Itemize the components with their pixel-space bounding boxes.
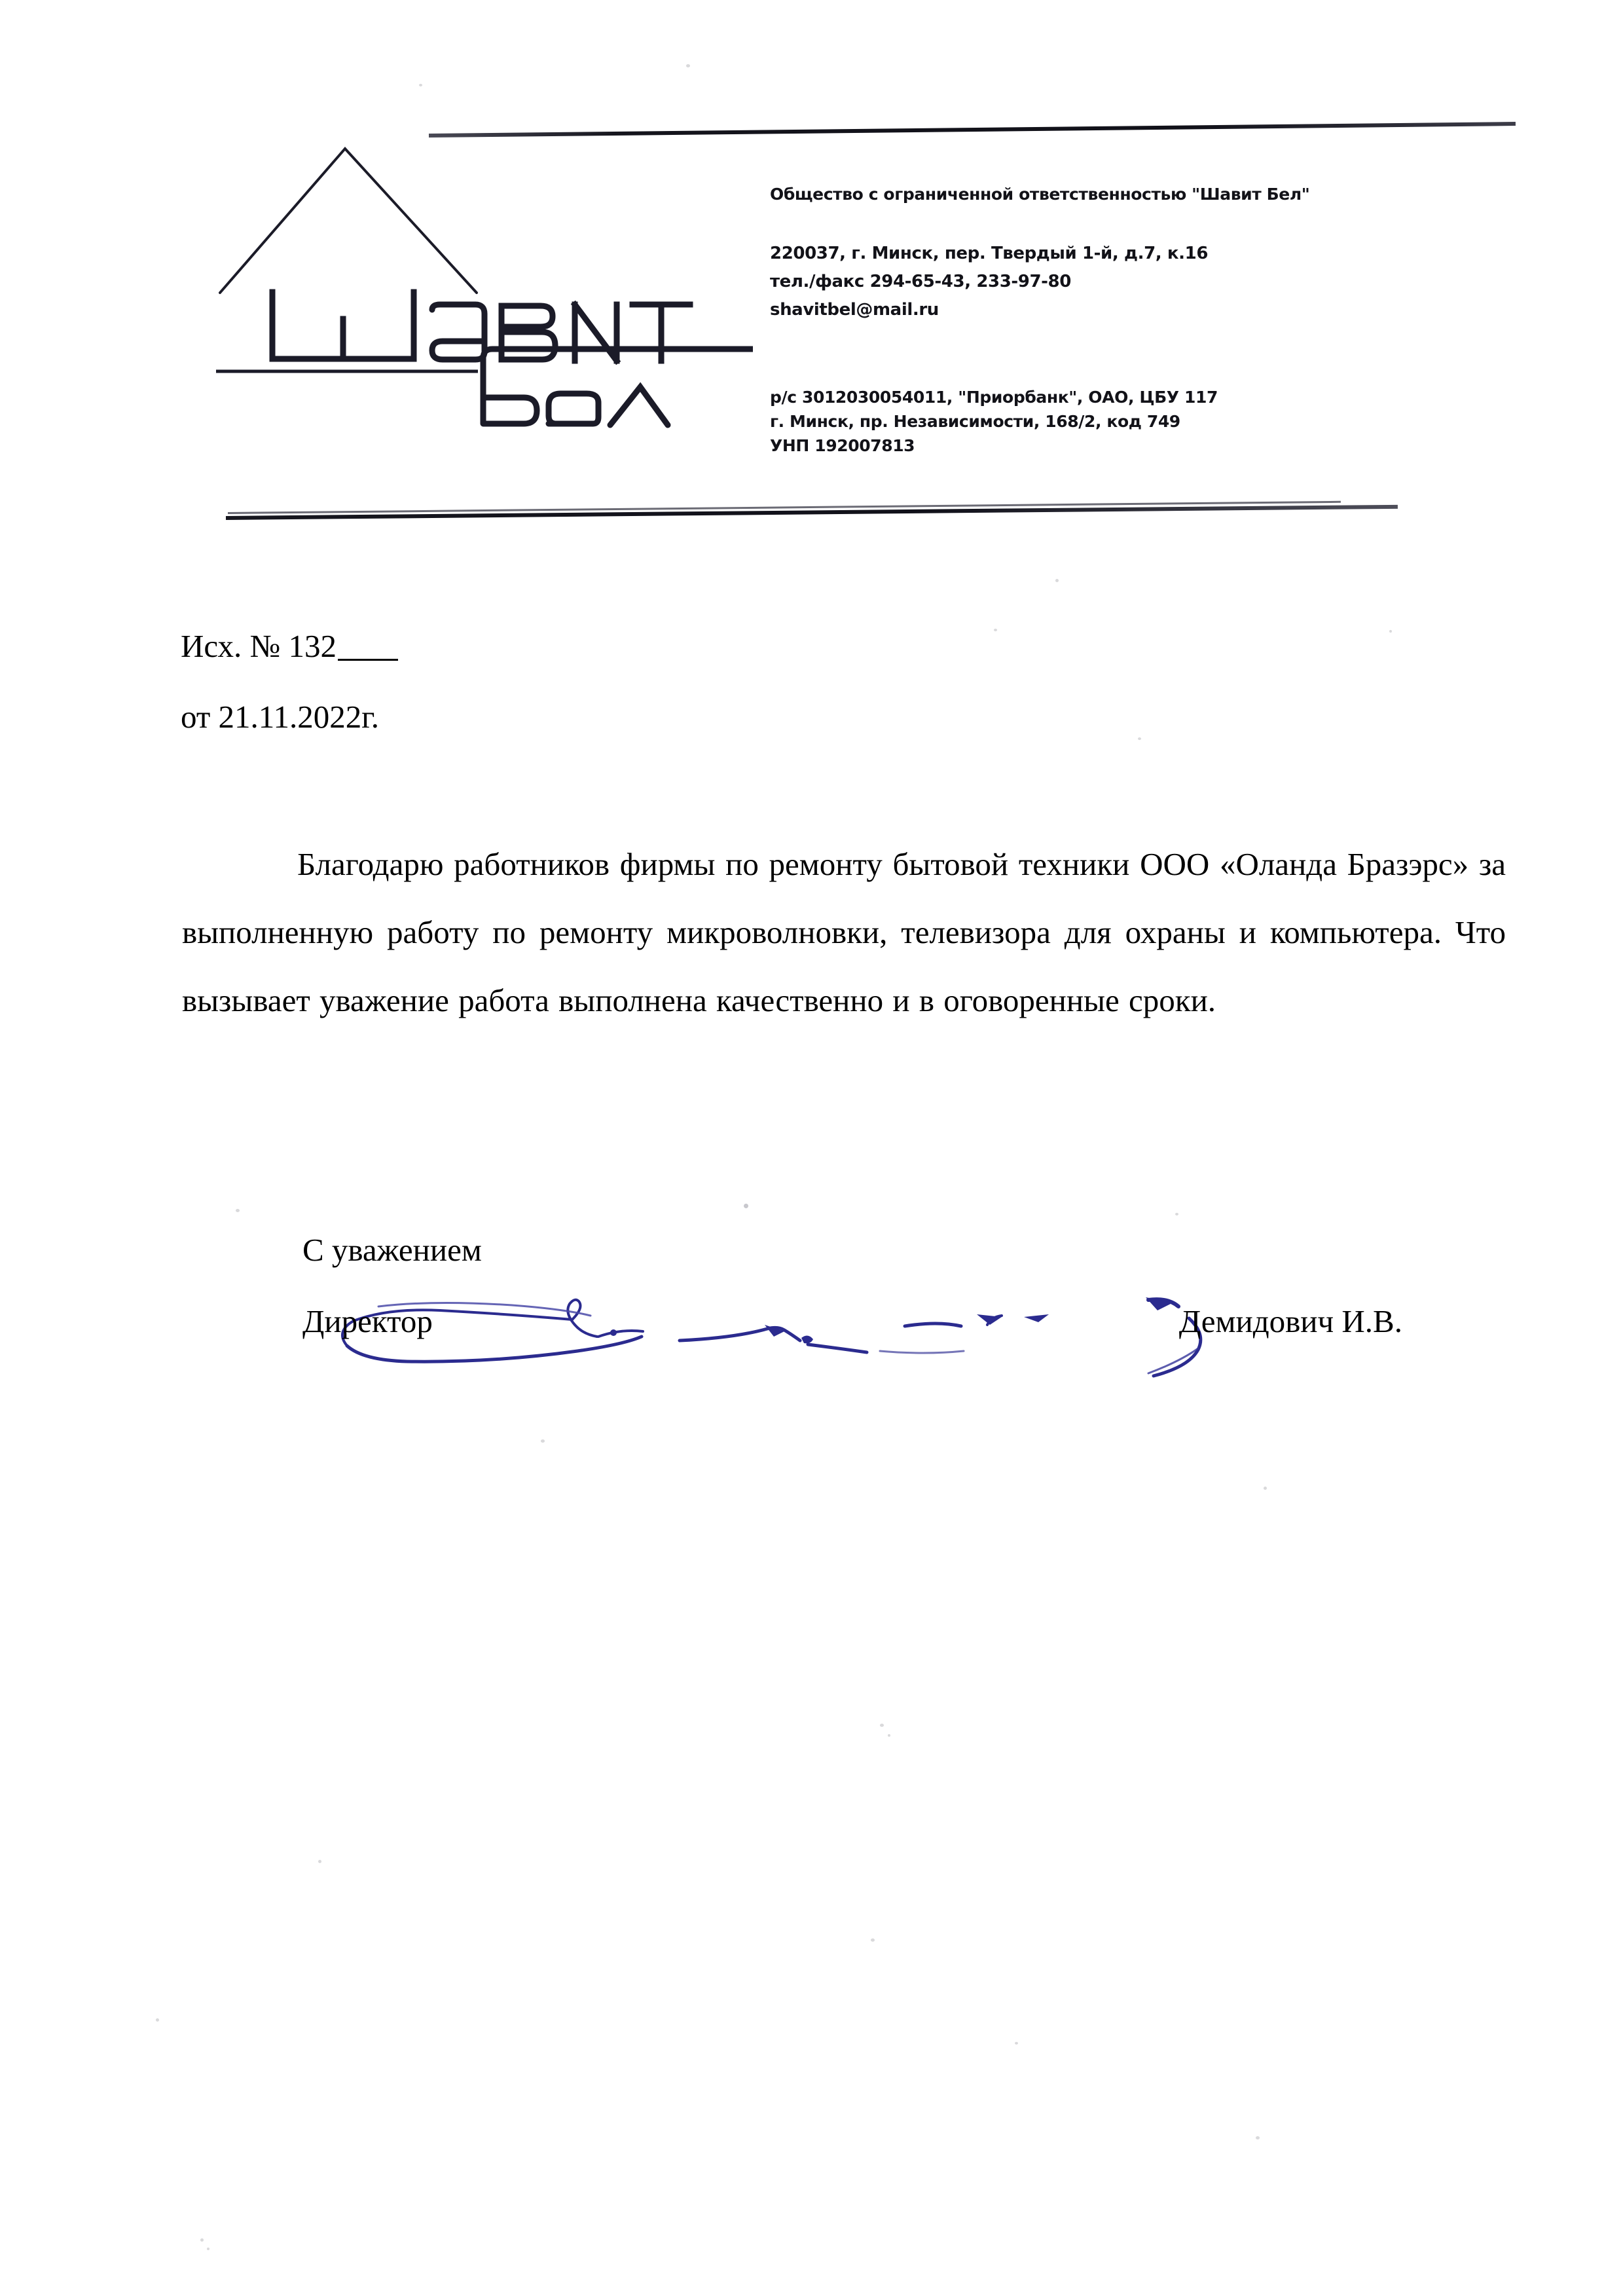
phone-line: тел./факс 294-65-43, 233-97-80 [770,272,1071,291]
signature-row [302,1303,1455,1340]
bank-account-line: р/с 3012030054011, "Приорбанк", ОАО, ЦБУ 117 [770,388,1218,407]
company-logo [216,141,753,508]
scan-speck [744,1204,748,1208]
signer-name: Демидович И.В. [1178,1303,1402,1339]
scan-speck [1256,2136,1260,2139]
scan-speck [1389,630,1392,633]
signature-block [302,1231,1455,1340]
date-line: от 21.11.2022г. [181,699,380,735]
scan-speck [1055,579,1059,582]
company-address [770,240,1208,324]
scan-speck [871,1938,875,1942]
reference-block [181,625,398,767]
letter-body-paragraph: Благодарю работников фирмы по ремонту бытовой техники ООО «Оланда Бразэрс» за выполненную работу по ремонту микроволновки, телевизора для охраны и компьютера. Что вызывает уважение работа выполнена качественно и в оговоренные сроки. [182,846,1506,1018]
bank-details [770,385,1218,458]
bank-address-line: г. Минск, пр. Независимости, 168/2, код 749 [770,412,1180,431]
scan-speck [1138,737,1141,740]
signer-title: Директор [302,1303,433,1339]
scan-speck [156,2018,159,2022]
scan-speck [1264,1487,1267,1490]
scan-speck [1175,1213,1178,1215]
scan-speck [686,64,690,67]
outgoing-number: Исх. № 132 [181,628,337,664]
scan-speck [880,1724,884,1727]
closing-salutation: С уважением [302,1232,482,1268]
logo-artwork [216,141,753,508]
letterhead [0,0,1623,544]
tax-id-line: УНП 192007813 [770,436,915,455]
outgoing-number-blank [338,659,398,661]
scan-speck [236,1209,240,1212]
scan-speck [1015,2042,1018,2045]
scan-speck [888,1734,890,1737]
header-rule-top [429,122,1516,138]
scan-speck [994,629,997,631]
house-roof-icon [220,149,477,293]
scan-speck [200,2238,204,2242]
scan-speck [541,1439,545,1443]
company-name: Общество с ограниченной ответственностью "Шавит Бел" [770,185,1310,204]
outgoing-number-line [181,625,398,667]
address-line: 220037, г. Минск, пер. Твердый 1-й, д.7, к.16 [770,244,1209,263]
email-line: shavitbel@mail.ru [770,300,939,320]
scan-speck [207,2248,210,2250]
scan-speck [419,84,422,86]
scan-speck [318,1860,321,1863]
